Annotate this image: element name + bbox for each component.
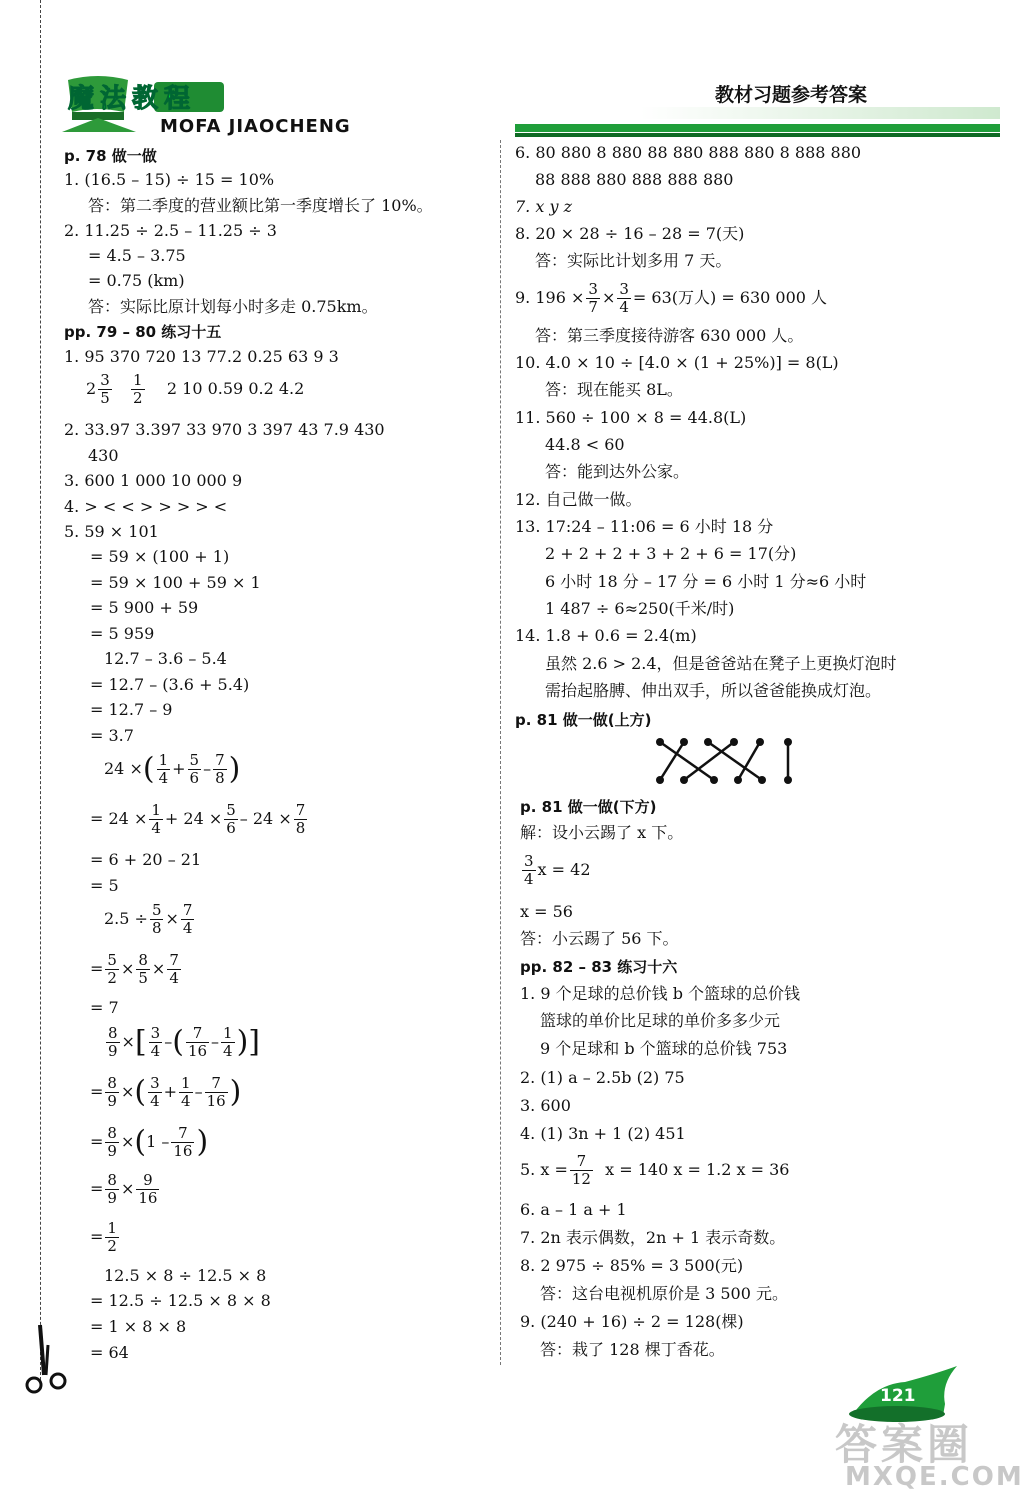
answer-line: 7. 2n 表示偶数，2n + 1 表示奇数。 xyxy=(520,1228,786,1247)
answer-line: 答：这台电视机原价是 3 500 元。 xyxy=(540,1284,788,1303)
answer-line: 虽然 2.6 > 2.4，但是爸爸站在凳子上更换灯泡时 xyxy=(545,654,897,673)
answer-line-mixed: 2 $\frac{3}{5}$ $\frac{1}{2}$ 2 10 0.59 0.2 4.2 xyxy=(86,371,305,407)
fraction-expression: 24 ×( $\frac{1}{4}$ + $\frac{5}{6}$ – $\frac{7}{8}$ ) xyxy=(104,751,241,787)
answer-line: = 5 959 xyxy=(90,624,155,643)
cut-line xyxy=(40,0,41,1380)
answer-line: 答：栽了 128 棵丁香花。 xyxy=(540,1340,725,1359)
answer-line: = 7 xyxy=(90,998,119,1017)
answer-line: 9. (240 + 16) ÷ 2 = 128(棵) xyxy=(520,1312,744,1331)
fraction-expression: $\frac{8}{9}$ ×[ $\frac{3}{4}$ –( $\frac{7}{16}$ – $\frac{1}{4}$ )] xyxy=(108,1024,260,1060)
answer-line: = 5 xyxy=(90,876,119,895)
matching-diagram xyxy=(650,736,830,790)
answer-line: 9 个足球和 b 个篮球的总价钱 753 xyxy=(540,1039,788,1058)
answer-line: = 64 xyxy=(90,1343,129,1362)
answer-line: 答：第二季度的营业额比第一季度增长了 10%。 xyxy=(88,196,433,215)
header-rule-light xyxy=(640,107,1000,119)
header-rule xyxy=(515,124,1000,132)
fraction-expression: 9. 196 × $\frac{3}{7}$ × $\frac{3}{4}$ = 63(万人) = 630 000 人 xyxy=(515,280,828,316)
answer-line: 2. 11.25 ÷ 2.5 – 11.25 ÷ 3 xyxy=(64,221,277,240)
logo-chinese: 魔法教程 xyxy=(68,84,197,114)
answer-line: 11. 560 ÷ 100 × 8 = 44.8(L) xyxy=(515,408,747,427)
fraction-expression: 5. x = $\frac{7}{12}$ x = 140 x = 1.2 x = 36 xyxy=(520,1152,790,1188)
page-number: 121 xyxy=(880,1386,916,1406)
fraction-expression: = $\frac{8}{9}$ ×(1 – $\frac{7}{16}$ ) xyxy=(90,1124,209,1160)
header-rule-dark xyxy=(515,133,1000,137)
answer-line: = 12.7 – 9 xyxy=(90,700,173,719)
answer-line: 14. 1.8 + 0.6 = 2.4(m) xyxy=(515,626,697,645)
answer-line: 44.8 < 60 xyxy=(545,435,625,454)
answer-line: 1. (16.5 – 15) ÷ 15 = 10% xyxy=(64,170,275,189)
section-heading: p. 81 做一做(上方) xyxy=(515,711,652,729)
logo-pinyin: MOFA JIAOCHENG xyxy=(160,116,351,137)
answer-line: 12.5 × 8 ÷ 12.5 × 8 xyxy=(104,1266,267,1285)
answer-line: 篮球的单价比足球的单价多多少元 xyxy=(540,1011,781,1030)
answer-line: x = 56 xyxy=(520,902,573,921)
answer-line: 2. 33.97 3.397 33 970 3 397 43 7.9 430 xyxy=(64,420,385,439)
answer-line: 12. 自己做一做。 xyxy=(515,490,642,509)
page-header-title: 教材习题参考答案 xyxy=(715,84,868,106)
answer-line: 4. > < < > > > > < xyxy=(64,497,228,516)
fraction-expression: $\frac{3}{4}$ x = 42 xyxy=(524,852,591,888)
answer-line: 8. 20 × 28 ÷ 16 – 28 = 7(天) xyxy=(515,224,745,243)
column-divider xyxy=(500,140,501,1365)
answer-line: 6 小时 18 分 – 17 分 = 6 小时 1 分≈6 小时 xyxy=(545,572,867,591)
section-heading: p. 81 做一做(下方) xyxy=(520,798,657,816)
section-heading: pp. 82 – 83 练习十六 xyxy=(520,958,678,976)
answer-line: 1. 9 个足球的总价钱 b 个篮球的总价钱 xyxy=(520,984,801,1003)
fraction-expression: = $\frac{1}{2}$ xyxy=(90,1219,117,1255)
answer-line: = 12.7 – (3.6 + 5.4) xyxy=(90,675,250,694)
answer-line: 6. a – 1 a + 1 xyxy=(520,1200,627,1219)
answer-line: = 1 × 8 × 8 xyxy=(90,1317,187,1336)
answer-line: 答：小云踢了 56 下。 xyxy=(520,929,679,948)
answer-line: = 59 × 100 + 59 × 1 xyxy=(90,573,261,592)
answer-line: 答：能到达外公家。 xyxy=(545,462,690,481)
section-heading: p. 78 做一做 xyxy=(64,147,157,165)
answer-line: 1. 95 370 720 13 77.2 0.25 63 9 3 xyxy=(64,347,339,366)
answer-line: 4. (1) 3n + 1 (2) 451 xyxy=(520,1124,686,1143)
answer-line: 10. 4.0 × 10 ÷ [4.0 × (1 + 25%)] = 8(L) xyxy=(515,353,839,372)
answer-line: 答：第三季度接待游客 630 000 人。 xyxy=(535,326,804,345)
watermark: 答案圈 xyxy=(835,1420,974,1469)
answer-line: 答：实际比计划多用 7 天。 xyxy=(535,251,732,270)
watermark-url: MXQE.COM xyxy=(845,1462,1024,1492)
answer-line: 88 888 880 888 888 880 xyxy=(535,170,734,189)
answer-line: = 0.75 (km) xyxy=(88,271,185,290)
answer-line: 2 + 2 + 2 + 3 + 2 + 6 = 17(分) xyxy=(545,544,797,563)
answer-line: = 4.5 – 3.75 xyxy=(88,246,186,265)
answer-line: 3. 600 1 000 10 000 9 xyxy=(64,471,243,490)
answer-line: 12.7 – 3.6 – 5.4 xyxy=(104,649,227,668)
answer-line: 6. 80 880 8 880 88 880 888 880 8 888 880 xyxy=(515,143,862,162)
fraction-expression: = $\frac{8}{9}$ ×( $\frac{3}{4}$ + $\frac{1}{4}$ – $\frac{7}{16}$ ) xyxy=(90,1074,242,1110)
fraction-expression: = $\frac{5}{2}$ × $\frac{8}{5}$ × $\frac{7}{4}$ xyxy=(90,951,179,987)
answer-line: 2. (1) a – 2.5b (2) 75 xyxy=(520,1068,685,1087)
answer-line: 430 xyxy=(88,446,119,465)
answer-line: = 12.5 ÷ 12.5 × 8 × 8 xyxy=(90,1291,271,1310)
answer-line: = 6 + 20 – 21 xyxy=(90,850,202,869)
answer-line: 5. 59 × 101 xyxy=(64,522,159,541)
answer-line: 答：实际比原计划每小时多走 0.75km。 xyxy=(88,297,378,316)
fraction-expression: = 24 × $\frac{1}{4}$ + 24 × $\frac{5}{6}$ – 24 × $\frac{7}{8}$ xyxy=(90,801,306,837)
scissors-icon xyxy=(18,1325,78,1399)
answer-line: 13. 17:24 – 11:06 = 6 小时 18 分 xyxy=(515,517,774,536)
answer-line: 8. 2 975 ÷ 85% = 3 500(元) xyxy=(520,1256,744,1275)
section-heading: pp. 79 – 80 练习十五 xyxy=(64,323,222,341)
answer-line: 7. x y z xyxy=(515,197,573,216)
answer-line: = 5 900 + 59 xyxy=(90,598,199,617)
answer-line: = 59 × (100 + 1) xyxy=(90,547,230,566)
answer-line: 解：设小云踢了 x 下。 xyxy=(520,823,684,842)
answer-line: 3. 600 xyxy=(520,1096,571,1115)
answer-line: 答：现在能买 8L。 xyxy=(545,380,683,399)
fraction-expression: 2.5 ÷ $\frac{5}{8}$ × $\frac{7}{4}$ xyxy=(104,901,193,937)
answer-line: 需抬起胳膊、伸出双手，所以爸爸能换成灯泡。 xyxy=(545,681,882,700)
answer-line: = 3.7 xyxy=(90,726,134,745)
answer-line: 1 487 ÷ 6≈250(千米/时) xyxy=(545,599,735,618)
fraction-expression: = $\frac{8}{9}$ × $\frac{9}{16}$ xyxy=(90,1171,158,1207)
